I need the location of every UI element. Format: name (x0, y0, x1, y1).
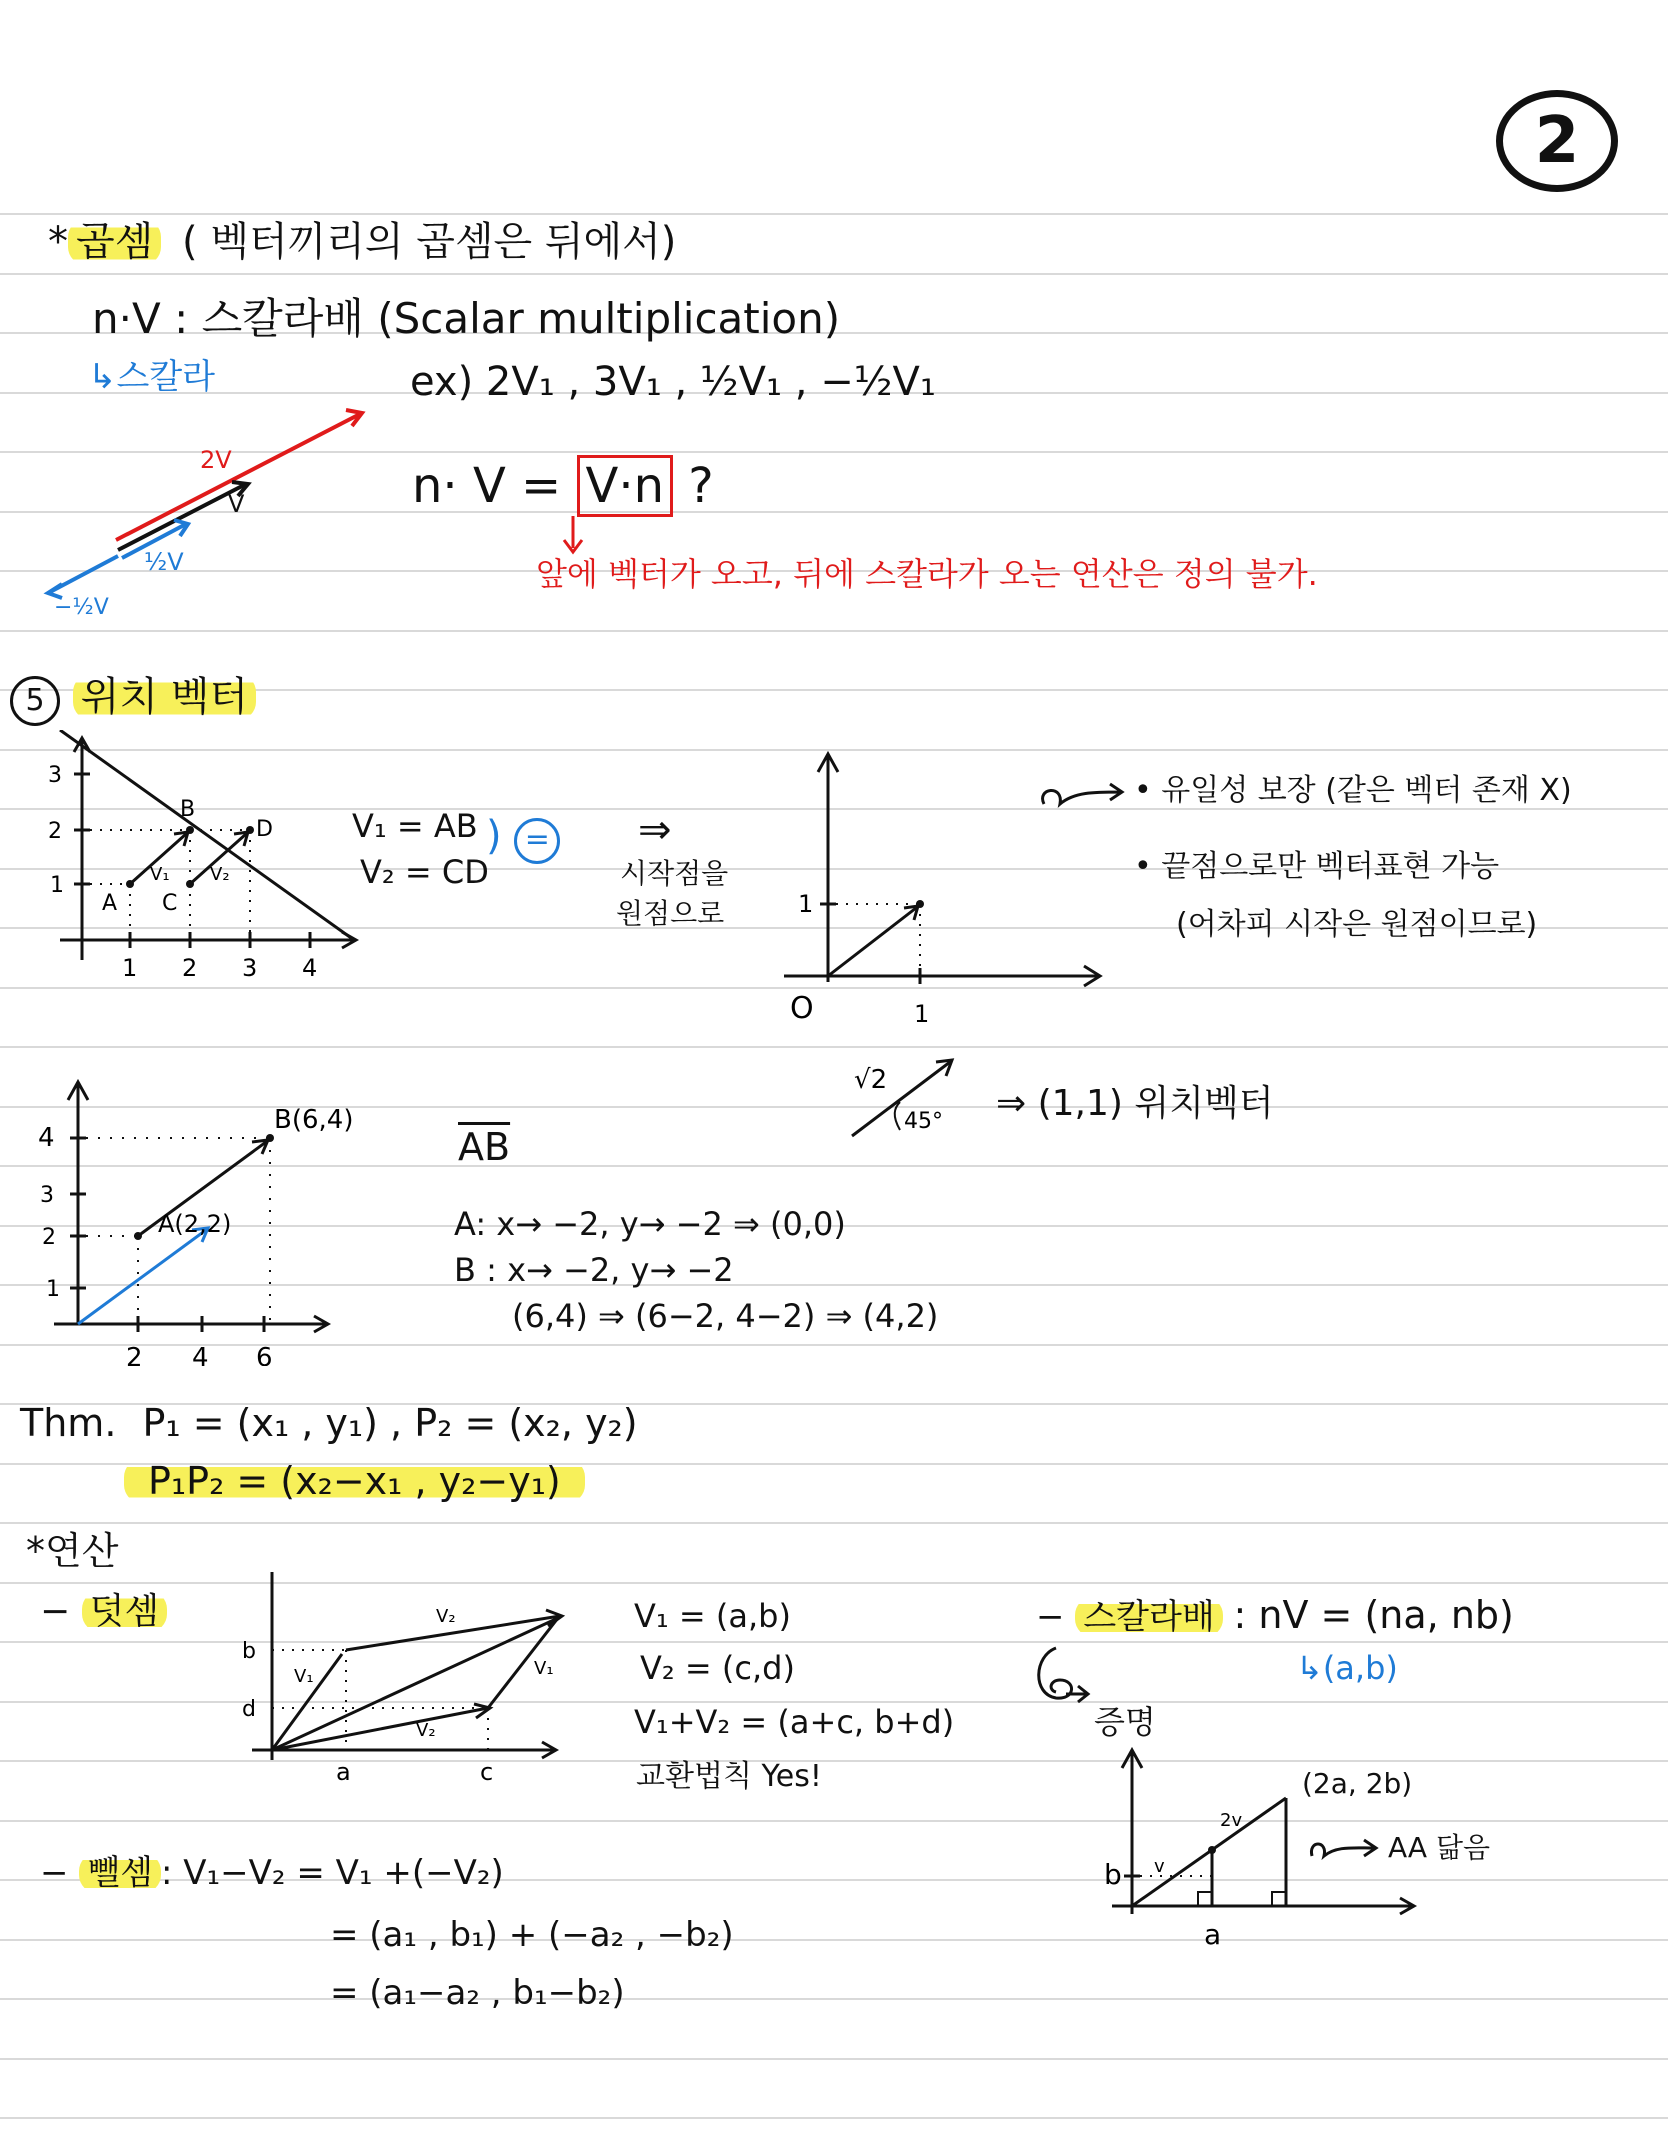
scalar-note: ↳스칼라 (88, 357, 216, 397)
scalar-label: 스칼라배 (1075, 1597, 1222, 1637)
g1-point-d: D (256, 817, 273, 842)
g1-point-c: C (162, 891, 178, 916)
nv-label: n·V (92, 294, 161, 343)
add-label-b: b (242, 1639, 256, 1664)
g3-point-a: A(2,2) (158, 1210, 232, 1238)
bullet-endpoint: • 끝점으로만 벡터표현 가능 (1134, 849, 1500, 884)
bullet-endpoint-reason: (어차피 시작은 원점이므로) (1176, 907, 1538, 942)
subtraction-line-3: = (a₁−a₂ , b₁−b₂) (330, 1973, 625, 2013)
add-label-c: c (480, 1758, 494, 1786)
theorem-statement: P₁ = (x₁ , y₁) , P₂ = (x₂, y₂) (142, 1401, 638, 1445)
angle-label: 45° (904, 1109, 943, 1134)
position-vector-result: ⇒ (1,1) 위치벡터 (996, 1083, 1274, 1124)
g1-point-b: B (180, 797, 196, 822)
g1-xtick-3: 3 (242, 954, 258, 982)
g3-ytick-4: 4 (38, 1123, 55, 1153)
position-vector-title: 위치 벡터 (73, 674, 256, 720)
scalar-examples: ex) 2V₁ , 3V₁ , ½V₁ , −½V₁ (410, 359, 936, 405)
nv-desc: : 스칼라배 (Scalar multiplication) (174, 294, 841, 343)
g3-ytick-3: 3 (40, 1183, 54, 1208)
g1-label-v2: V₂ (210, 864, 230, 885)
similar-arrow-icon (1304, 1830, 1384, 1866)
scalar-mult-definition (92, 294, 841, 343)
scalar-similar-label: AA 닮음 (1388, 1831, 1491, 1864)
addition-parallelogram (236, 1566, 576, 1788)
addition-label: 덧셈 (82, 1591, 168, 1632)
subtraction-line-2: = (a₁ , b₁) + (−a₂ , −b₂) (330, 1915, 734, 1955)
subtraction-prefix: − (40, 1853, 69, 1893)
g1-ytick-3: 3 (48, 763, 62, 788)
g2-xtick: 1 (914, 1000, 930, 1028)
addition-prefix: − (40, 1591, 71, 1632)
add-label-d: d (242, 1697, 256, 1722)
operations-heading: *연산 (26, 1529, 119, 1573)
multiplication-title: 곱셈 (68, 219, 161, 265)
g1-xtick-2: 2 (182, 954, 198, 982)
proof-label-a: a (1204, 1918, 1222, 1951)
proof-label-2v: 2v (1220, 1810, 1243, 1831)
add-label-v1-left: V₁ (294, 1666, 314, 1687)
undefined-warning: 앞에 벡터가 오고, 뒤에 스칼라가 오는 연산은 정의 불가. (536, 555, 1318, 593)
position-vector-heading (10, 676, 256, 726)
g1-ytick-1: 1 (50, 873, 64, 898)
equal-sign: = (514, 818, 560, 864)
sqrt2-sketch (838, 1052, 978, 1142)
question-box: V·n (577, 455, 674, 517)
scalar-formula-note: ↳(a,b) (1296, 1649, 1398, 1687)
scalar-prefix: − (1036, 1597, 1065, 1637)
addition-commutative: 교환법칙 Yes! (636, 1759, 822, 1794)
label-half-v: ½V (144, 548, 184, 576)
ab-vector-title: $\overline{AB}$ (458, 1125, 511, 1169)
addition-v1: V₁ = (a,b) (634, 1597, 791, 1635)
addition-heading (40, 1591, 167, 1632)
g2-origin: O (790, 991, 814, 1026)
theorem-result (124, 1459, 585, 1503)
translate-step-a: A: x→ −2, y→ −2 ⇒ (0,0) (454, 1205, 846, 1243)
g1-label-v1: V₁ (150, 864, 170, 885)
def-v1: V₁ = AB (352, 807, 478, 845)
swirl-proof-icon (1026, 1642, 1096, 1712)
question-mark: ? (688, 458, 714, 514)
page-number: 2 (1534, 104, 1580, 178)
page-number-circle (1496, 90, 1618, 192)
scalar-proof-point: (2a, 2b) (1302, 1767, 1413, 1800)
theorem-line (20, 1401, 638, 1445)
add-label-v2-bottom: V₂ (416, 1720, 436, 1741)
scalar-heading (1036, 1593, 1514, 1637)
add-label-v1-right: V₁ (534, 1658, 554, 1679)
heading-star: * (48, 219, 68, 265)
scalar-multiple-diagram (40, 400, 380, 620)
blue-position-vector (78, 1230, 206, 1324)
label-2v: 2V (200, 446, 232, 474)
g3-point-b: B(6,4) (274, 1105, 354, 1135)
bullet-uniqueness: • 유일성 보장 (같은 벡터 존재 X) (1134, 773, 1572, 808)
g1-xtick-1: 1 (122, 954, 138, 982)
add-label-v2-top: V₂ (436, 1606, 456, 1627)
def-v2: V₂ = CD (360, 853, 489, 891)
subtraction-expr-1: : V₁−V₂ = V₁ +(−V₂) (161, 1853, 504, 1893)
translate-step-b: B : x→ −2, y→ −2 (454, 1251, 734, 1289)
to-origin-text-2: 원점으로 (616, 897, 725, 930)
add-label-a: a (336, 1758, 351, 1786)
g1-ytick-2: 2 (48, 819, 62, 844)
g1-xtick-4: 4 (302, 954, 318, 982)
addition-v2: V₂ = (c,d) (640, 1649, 795, 1687)
g2-ytick: 1 (798, 890, 814, 918)
proof-label-v: v (1154, 1856, 1165, 1877)
label-neg-half-v: −½V (54, 595, 109, 620)
multiplication-heading (48, 219, 677, 265)
g3-ytick-2: 2 (42, 1225, 56, 1250)
swirl-arrow-icon (1034, 776, 1134, 816)
g3-xtick-2: 2 (126, 1343, 143, 1366)
scalar-proof-label: 증명 (1094, 1703, 1156, 1741)
down-arrow-icon (558, 514, 588, 556)
v-arrow (118, 484, 246, 550)
to-origin-text-1: 시작점을 (620, 857, 729, 890)
label-v: V (228, 490, 245, 518)
to-origin-arrow: ⇒ (638, 807, 672, 853)
addition-sum: V₁+V₂ = (a+c, b+d) (634, 1703, 955, 1741)
sqrt2-label: √2 (854, 1065, 888, 1095)
subtraction-label: 뺄셈 (79, 1853, 161, 1893)
g1-point-a: A (102, 891, 118, 916)
translate-step-c: (6,4) ⇒ (6−2, 4−2) ⇒ (4,2) (512, 1297, 939, 1335)
two-v-arrow (116, 414, 360, 540)
section-number: 5 (10, 676, 60, 726)
theorem-result-text: P₁P₂ = (x₂−x₁ , y₂−y₁) (124, 1459, 585, 1503)
scalar-formula: : nV = (na, nb) (1233, 1593, 1514, 1637)
multiplication-note: ( 벡터끼리의 곱셈은 뒤에서) (182, 219, 677, 265)
question-lhs: n· V = (412, 458, 562, 514)
commutativity-question (412, 458, 714, 514)
g3-ytick-1: 1 (46, 1277, 60, 1302)
g3-xtick-4: 4 (192, 1343, 209, 1366)
g3-xtick-6: 6 (256, 1343, 273, 1366)
graph-a-b-translation (26, 1076, 386, 1366)
def-equal-badge: ) = (486, 816, 560, 864)
subtraction-line-1 (40, 1853, 504, 1893)
graph-ab-cd (30, 730, 370, 990)
theorem-label: Thm. (20, 1401, 117, 1445)
proof-label-b: b (1104, 1858, 1122, 1891)
